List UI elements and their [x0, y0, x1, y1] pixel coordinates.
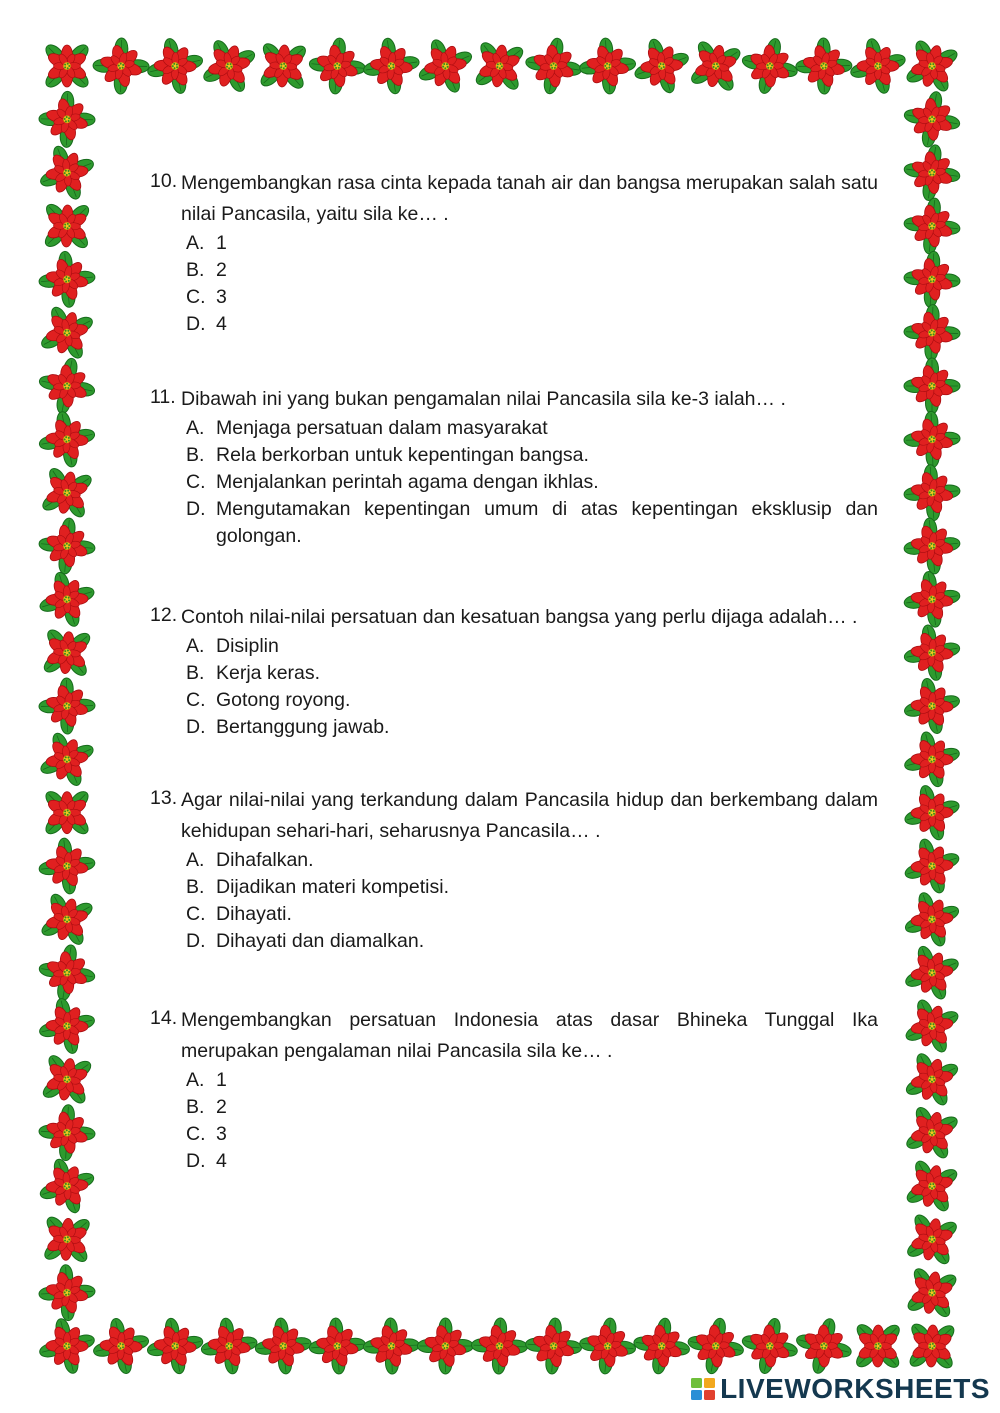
- option-b: [186, 442, 878, 469]
- poinsettia-flower-icon: [903, 1210, 962, 1269]
- poinsettia-flower-icon: [900, 887, 965, 952]
- poinsettia-flower-icon: [43, 788, 92, 837]
- poinsettia-flower-icon: [902, 1156, 962, 1216]
- option-c: [186, 901, 878, 928]
- option-letter: C.: [186, 1123, 206, 1145]
- option-letter: A.: [186, 849, 205, 871]
- poinsettia-flower-icon: [853, 1321, 903, 1371]
- poinsettia-flower-icon: [899, 726, 966, 793]
- option-letter: D.: [186, 1150, 206, 1172]
- liveworksheets-logo-icon: [690, 1376, 716, 1402]
- question-number: 10.: [150, 170, 178, 192]
- question-text: Mengembangkan rasa cinta kepada tanah air dan bangsa merupakan salah satu nilai Pancasila, yaitu sila ke… .: [181, 172, 878, 225]
- option-letter: C.: [186, 471, 206, 493]
- question-text: Contoh nilai-nilai persatuan dan kesatuan bangsa yang perlu dijaga adalah… .: [181, 606, 858, 628]
- worksheet-content: [150, 168, 878, 1223]
- poinsettia-flower-icon: [898, 192, 967, 261]
- option-letter: B.: [186, 444, 205, 466]
- poinsettia-flower-icon: [790, 1313, 857, 1380]
- poinsettia-flower-icon: [43, 42, 92, 91]
- poinsettia-flower-icon: [34, 1313, 101, 1380]
- option-text: Bertanggung jawab.: [216, 716, 390, 738]
- poinsettia-flower-icon: [34, 566, 100, 632]
- poinsettia-flower-icon: [141, 1312, 209, 1380]
- option-text: Dihayati dan diamalkan.: [216, 930, 425, 952]
- poinsettia-flower-icon: [628, 1312, 696, 1380]
- option-text: Kerja keras.: [216, 662, 321, 684]
- poinsettia-flower-icon: [87, 32, 156, 101]
- poinsettia-flower-icon: [33, 352, 101, 420]
- option-c: [186, 1121, 878, 1148]
- poinsettia-flower-icon: [33, 672, 102, 741]
- poinsettia-flower-icon: [898, 672, 965, 739]
- option-b: [186, 257, 878, 284]
- option-letter: A.: [186, 1069, 205, 1091]
- option-c: [186, 687, 878, 714]
- poinsettia-flower-icon: [357, 1312, 426, 1381]
- poinsettia-flower-icon: [35, 140, 99, 204]
- option-letter: D.: [186, 930, 206, 952]
- poinsettia-flower-icon: [682, 1312, 750, 1380]
- question-stem: [150, 785, 878, 847]
- option-letter: C.: [186, 689, 206, 711]
- option-text: Disiplin: [216, 635, 279, 657]
- option-letter: D.: [186, 498, 206, 520]
- poinsettia-flower-icon: [198, 35, 259, 96]
- option-c: [186, 469, 878, 496]
- poinsettia-flower-icon: [411, 1312, 480, 1381]
- poinsettia-flower-icon: [900, 941, 964, 1005]
- poinsettia-flower-icon: [34, 1153, 99, 1218]
- question-text: Dibawah ini yang bukan pengamalan nilai Pancasila sila ke-3 ialah… .: [181, 388, 786, 410]
- option-list: [186, 847, 878, 955]
- poinsettia-flower-icon: [42, 201, 92, 251]
- option-letter: A.: [186, 417, 205, 439]
- poinsettia-flower-icon: [901, 1048, 963, 1110]
- option-letter: C.: [186, 903, 206, 925]
- option-text: 4: [216, 313, 227, 335]
- poinsettia-flower-icon: [33, 405, 101, 473]
- poinsettia-flower-icon: [898, 458, 967, 527]
- option-text: 4: [216, 1150, 227, 1172]
- poinsettia-flower-icon: [33, 992, 100, 1059]
- poinsettia-flower-icon: [519, 32, 587, 100]
- poinsettia-flower-icon: [629, 33, 694, 98]
- option-text: Mengutamakan kepentingan umum di atas kepentingan eksklusip dan golongan.: [216, 498, 878, 547]
- poinsettia-flower-icon: [195, 1312, 263, 1380]
- option-letter: D.: [186, 313, 206, 335]
- option-list: [186, 415, 878, 550]
- brand-text: LIVEWORKSHEETS: [720, 1373, 990, 1404]
- poinsettia-flower-icon: [573, 1312, 642, 1381]
- option-letter: B.: [186, 1096, 205, 1118]
- poinsettia-flower-icon: [898, 405, 967, 474]
- poinsettia-flower-icon: [33, 939, 101, 1007]
- poinsettia-flower-icon: [900, 994, 963, 1057]
- question-text: Agar nilai-nilai yang terkandung dalam Pancasila hidup dan berkembang dalam kehidupan sehari-hari, seharusnya Pancasila… .: [181, 789, 878, 842]
- poinsettia-flower-icon: [898, 565, 966, 633]
- poinsettia-flower-icon: [519, 1312, 588, 1381]
- poinsettia-flower-icon: [903, 1264, 960, 1321]
- poinsettia-flower-icon: [573, 32, 642, 101]
- option-list: [186, 230, 878, 338]
- option-b: [186, 1094, 878, 1121]
- question-stem: [150, 384, 878, 415]
- poinsettia-flower-icon: [33, 832, 101, 900]
- option-list: [186, 633, 878, 741]
- question-11: [150, 384, 878, 550]
- poinsettia-flower-icon: [41, 1213, 93, 1265]
- poinsettia-flower-icon: [687, 37, 745, 95]
- poinsettia-flower-icon: [36, 302, 97, 363]
- option-text: Dijadikan materi kompetisi.: [216, 876, 450, 898]
- poinsettia-flower-icon: [736, 32, 803, 99]
- poinsettia-flower-icon: [898, 352, 967, 421]
- poinsettia-flower-icon: [465, 1312, 534, 1381]
- poinsettia-flower-icon: [898, 85, 966, 153]
- option-text: Dihafalkan.: [216, 849, 314, 871]
- option-a: [186, 1067, 878, 1094]
- question-number: 12.: [150, 604, 178, 626]
- question-10: [150, 168, 878, 338]
- poinsettia-flower-icon: [898, 245, 967, 314]
- poinsettia-flower-icon: [906, 1320, 957, 1371]
- poinsettia-flower-icon: [40, 626, 94, 680]
- poinsettia-flower-icon: [898, 512, 967, 581]
- poinsettia-flower-icon: [902, 1102, 963, 1163]
- poinsettia-flower-icon: [899, 833, 965, 899]
- poinsettia-flower-icon: [789, 32, 858, 101]
- option-text: 3: [216, 286, 227, 308]
- option-text: Menjaga persatuan dalam masyarakat: [216, 417, 548, 439]
- poinsettia-flower-icon: [142, 32, 209, 99]
- option-d: [186, 311, 878, 338]
- option-text: 2: [216, 259, 227, 281]
- option-text: Rela berkorban untuk kepentingan bangsa.: [216, 444, 589, 466]
- poinsettia-flower-icon: [736, 1312, 803, 1379]
- option-text: 1: [216, 232, 227, 254]
- poinsettia-flower-icon: [35, 728, 99, 792]
- option-d: [186, 1148, 878, 1175]
- option-text: Gotong royong.: [216, 689, 351, 711]
- option-text: Dihayati.: [216, 903, 292, 925]
- poinsettia-flower-icon: [33, 85, 102, 154]
- question-13: [150, 785, 878, 955]
- poinsettia-flower-icon: [33, 512, 102, 581]
- poinsettia-flower-icon: [33, 1258, 102, 1327]
- option-letter: A.: [186, 232, 205, 254]
- option-a: [186, 847, 878, 874]
- question-stem: [150, 168, 878, 230]
- poinsettia-flower-icon: [249, 1312, 318, 1381]
- poinsettia-flower-icon: [414, 34, 478, 98]
- option-text: 1: [216, 1069, 227, 1091]
- question-14: [150, 1005, 878, 1175]
- poinsettia-flower-icon: [39, 1051, 96, 1108]
- poinsettia-flower-icon: [902, 36, 962, 96]
- option-letter: B.: [186, 259, 205, 281]
- option-text: Menjalankan perintah agama dengan ikhlas.: [216, 471, 599, 493]
- option-b: [186, 874, 878, 901]
- option-a: [186, 415, 878, 442]
- option-letter: B.: [186, 876, 205, 898]
- option-text: 3: [216, 1123, 227, 1145]
- question-stem: [150, 1005, 878, 1067]
- question-number: 11.: [150, 386, 176, 408]
- option-letter: C.: [186, 286, 206, 308]
- option-list: [186, 1067, 878, 1175]
- poinsettia-flower-icon: [898, 298, 967, 367]
- option-letter: D.: [186, 716, 206, 738]
- poinsettia-flower-icon: [898, 139, 966, 207]
- poinsettia-flower-icon: [357, 32, 425, 100]
- poinsettia-flower-icon: [845, 33, 912, 100]
- option-letter: A.: [186, 635, 205, 657]
- liveworksheets-brand-link[interactable]: [690, 1373, 990, 1405]
- question-text: Mengembangkan persatuan Indonesia atas dasar Bhineka Tunggal Ika merupakan pengalaman nilai Pancasila sila ke… .: [181, 1009, 878, 1062]
- option-d: [186, 928, 878, 955]
- question-number: 14.: [150, 1007, 178, 1029]
- poinsettia-flower-icon: [87, 1312, 154, 1379]
- poinsettia-flower-icon: [33, 1098, 102, 1167]
- option-d: [186, 496, 878, 550]
- poinsettia-flower-icon: [38, 464, 96, 522]
- option-text: 2: [216, 1096, 227, 1118]
- option-d: [186, 714, 878, 741]
- poinsettia-flower-icon: [37, 889, 97, 949]
- question-12: [150, 602, 878, 741]
- poinsettia-flower-icon: [898, 619, 966, 687]
- option-letter: B.: [186, 662, 205, 684]
- option-b: [186, 660, 878, 687]
- poinsettia-flower-icon: [33, 245, 102, 314]
- poinsettia-flower-icon: [303, 32, 372, 101]
- poinsettia-flower-icon: [303, 1312, 372, 1381]
- question-number: 13.: [150, 787, 178, 809]
- option-a: [186, 633, 878, 660]
- poinsettia-flower-icon: [899, 780, 965, 846]
- question-stem: [150, 602, 878, 633]
- option-a: [186, 230, 878, 257]
- poinsettia-flower-icon: [257, 40, 309, 92]
- poinsettia-flower-icon: [472, 38, 527, 93]
- option-c: [186, 284, 878, 311]
